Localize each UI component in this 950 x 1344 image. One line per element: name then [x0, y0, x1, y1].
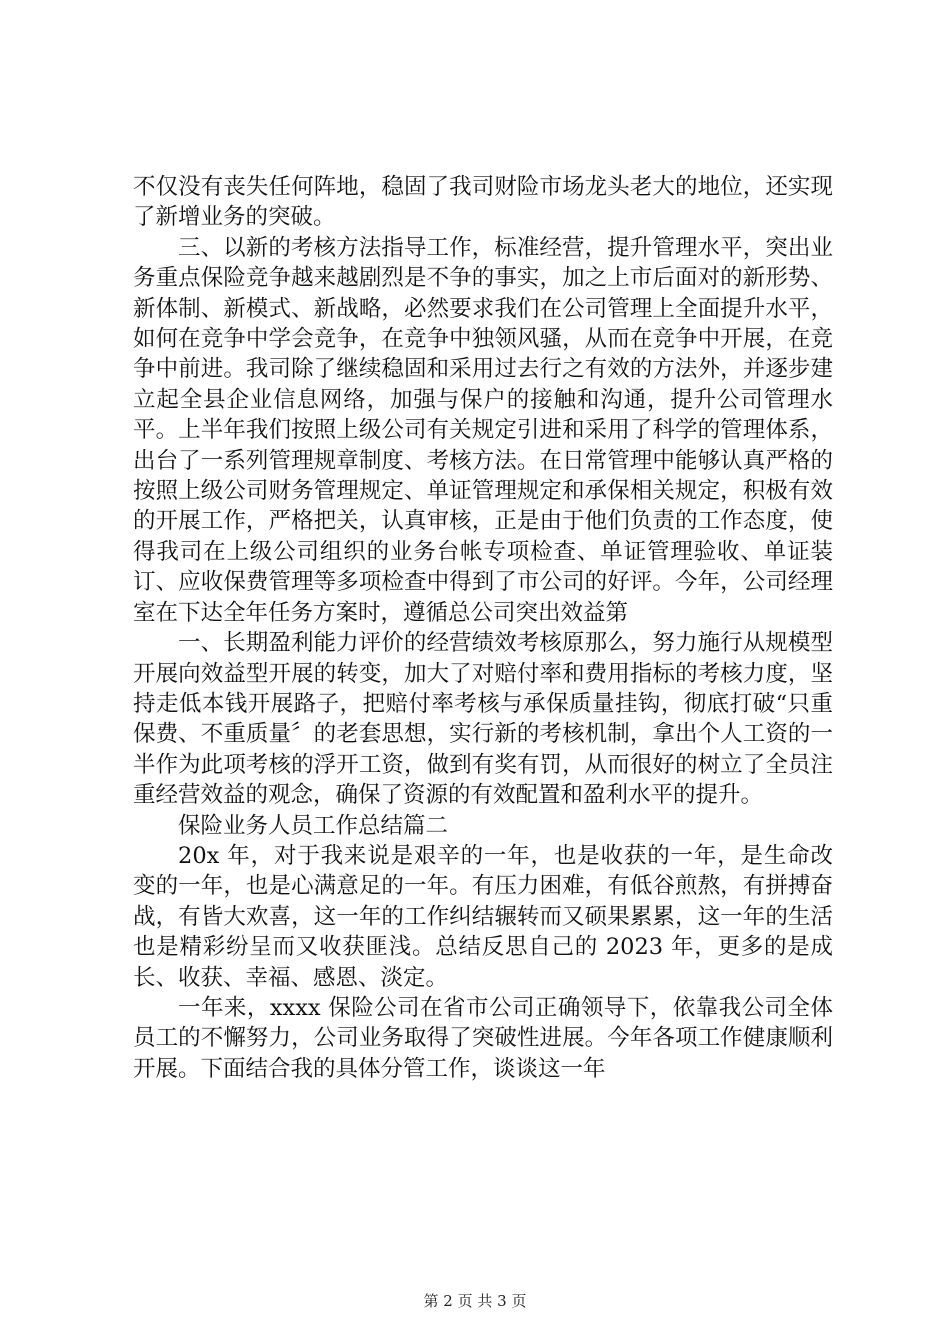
paragraph-3: 一、长期盈利能力评价的经营绩效考核原那么，努力施行从规模型开展向效益型开展的转变，加大了对赔付率和费用指标的考核力度，坚持走低本钱开展路子，把赔付率考核与承保质量挂钩，彻底打破“只重保费、不重质量〞的老套思想，实行新的考核机制，拿出个人工资的一半作为此项考核的浮开工资，做到有奖有罚，从而很好的树立了全员注重经营效益的观念，确保了资源的有效配置和盈利水平的提升。	[133, 630, 833, 809]
page-number-footer: 第 2 页 共 3 页	[423, 1292, 527, 1310]
paragraph-5: 一年来，xxxx 保险公司在省市公司正确领导下，依靠我公司全体员工的不懈努力，公司业务取得了突破性进展。今年各项工作健康顺利开展。下面结合我的具体分管工作，谈谈这一年	[133, 994, 833, 1082]
paragraph-4: 20x 年，对于我来说是艰辛的一年，也是收获的一年，是生命改变的一年，也是心满意足的一年。有压力困难，有低谷煎熬，有拼搏奋战，有皆大欢喜，这一年的工作纠结辗转而又硕果累累，这一年的生活也是精彩纷呈而又收获匪浅。总结反思自己的 2023 年，更多的是成长、收获、幸福、感恩、淡定。	[133, 842, 833, 991]
paragraph-2: 三、以新的考核方法指导工作，标准经营，提升管理水平，突出业务重点保险竞争越来越剧烈是不争的事实，加之上市后面对的新形势、新体制、新模式、新战略，必然要求我们在公司管理上全面提升水平，如何在竞争中学会竞争，在竞争中独领风骚，从而在竞争中开展，在竞争中前进。我司除了继续稳固和采用过去行之有效的方法外，并逐步建立起全县企业信息网络，加强与保户的接触和沟通，提升公司管理水平。上半年我们按照上级公司有关规定引进和采用了科学的管理体系，出台了一系列管理规章制度、考核方法。在日常管理中能够认真严格的按照上级公司财务管理规定、单证管理规定和承保相关规定，积极有效的开展工作，严格把关，认真审核，正是由于他们负责的工作态度，使得我司在上级公司组织的业务台帐专项检查、单证管理验收、单证装订、应收保费管理等多项检查中得到了市公司的好评。今年，公司经理室在下达全年任务方案时，遵循总公司突出效益第	[133, 234, 833, 626]
paragraph-1: 不仅没有丧失任何阵地，稳固了我司财险市场龙头老大的地位，还实现了新增业务的突破。	[133, 174, 833, 231]
section-heading: 保险业务人员工作总结篇二	[178, 812, 449, 839]
document-body	[133, 172, 833, 1084]
